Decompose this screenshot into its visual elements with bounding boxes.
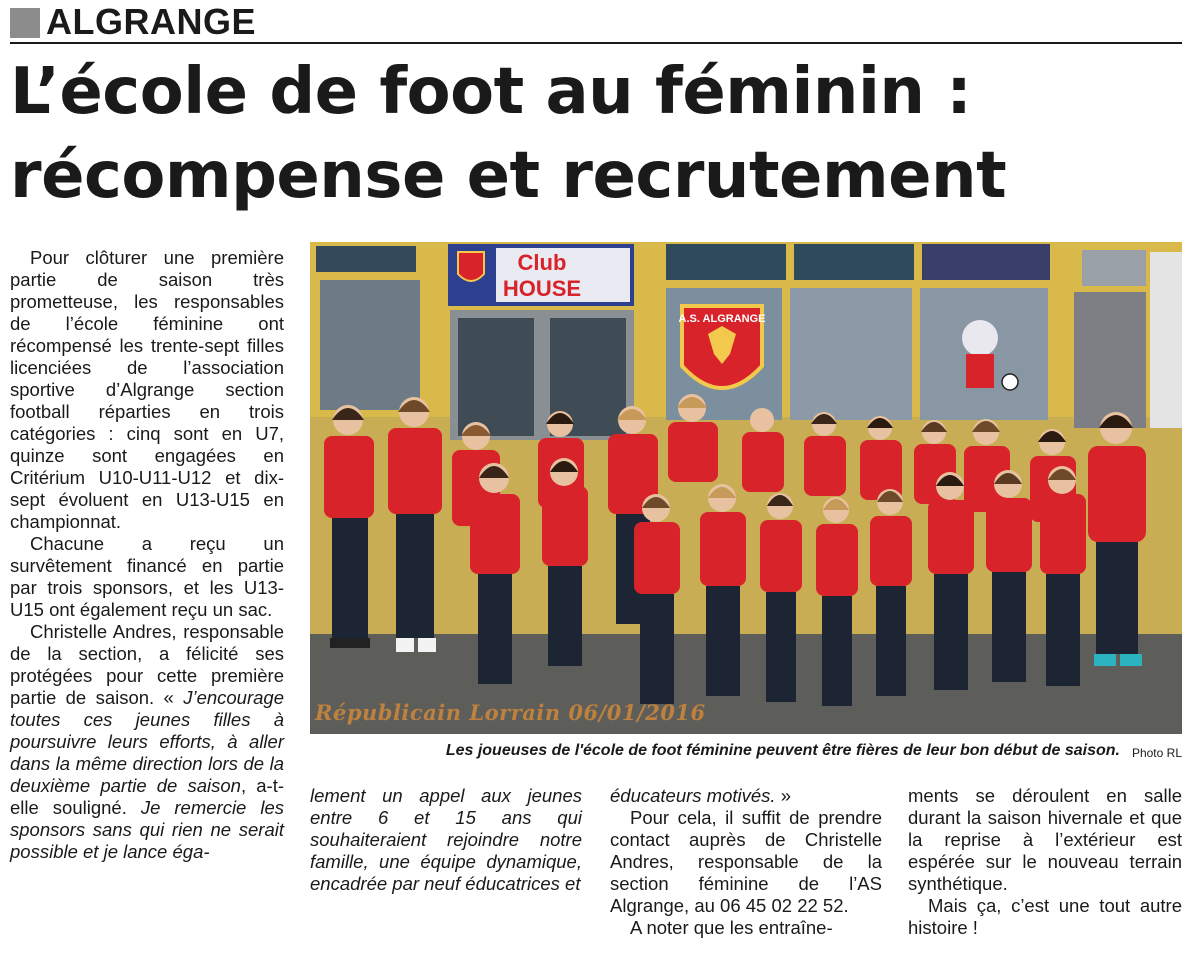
headline-line-2: récompense et recrutement xyxy=(10,139,1007,213)
mascot-icon xyxy=(962,320,998,356)
quote-text: Je remercie les sponsors sans qui rien ne serait possible et je lance éga- xyxy=(10,797,284,862)
paragraph: Pour clôturer une première partie de saison très prometteuse, les responsables de l’école féminine ont récompensé les trente-sept filles licenciées de l’association sportive d’Algrange section football réparties en trois catégories : cinq sont en U7, quinze sont engagées en Critérium U10-U11-U12 et dix-sept évoluent en U13-U15 en championnat. xyxy=(10,247,284,532)
window-photo xyxy=(666,244,786,280)
paragraph: A noter que les entraîne- xyxy=(630,917,833,938)
window xyxy=(316,246,416,272)
section-label: ALGRANGE xyxy=(46,1,256,42)
quote-text: éducateurs motivés. xyxy=(610,785,776,806)
article-column-1 xyxy=(10,247,284,863)
paragraph xyxy=(310,785,582,895)
poster xyxy=(1150,252,1182,428)
quote-text: lement un appel aux jeunes entre 6 et 15 ans qui souhaiteraient rejoindre notre famille, une équipe dynamique, encadrée par neuf éducatrices et xyxy=(310,785,582,894)
sign-club-text: Club xyxy=(517,250,567,275)
paragraph: Pour cela, il suffit de prendre contact auprès de Christelle Andres, responsable de la section féminine de l’AS Algrange, au 06 45 02 22 52. xyxy=(610,807,882,916)
caption-text: Les joueuses de l'école de foot féminine peuvent être fières de leur bon début de saison. xyxy=(445,742,1120,759)
headline-line-1: L’école de foot au féminin : xyxy=(10,55,972,129)
kicker-square xyxy=(10,8,40,38)
window-photo xyxy=(922,244,1050,280)
menu-board xyxy=(1074,292,1146,428)
paragraph: Chacune a reçu un survêtement financé en partie par trois sponsors, et les U13-U15 ont également reçu un sac. xyxy=(10,533,284,620)
door-glass xyxy=(458,318,534,436)
text: Christelle Andres, responsable de la section, a félicité ses protégées pour cette première partie de saison. « xyxy=(10,621,284,708)
team-photo xyxy=(310,242,1182,734)
paragraph xyxy=(610,785,882,807)
window xyxy=(320,280,420,410)
ball-icon xyxy=(1002,374,1018,390)
text: , a-t-elle souligné. xyxy=(10,775,284,818)
section-kicker xyxy=(10,2,1182,44)
article-column-4 xyxy=(908,785,1182,939)
window xyxy=(790,288,912,420)
crest-icon xyxy=(458,252,484,281)
photo-watermark: Républicain Lorrain 06/01/2016 xyxy=(315,700,706,725)
paragraph-quote xyxy=(10,621,284,863)
article-column-2 xyxy=(310,785,582,895)
photo-caption xyxy=(310,740,1182,762)
quote-text: J’encourage toutes ces jeunes filles à poursuivre leurs efforts, à aller dans la même direction lors de la deuxième partie de saison xyxy=(10,687,284,796)
photo-credit: Photo RL xyxy=(1131,746,1182,760)
paragraph: Mais ça, c’est une tout autre histoire ! xyxy=(908,895,1182,938)
sign-house-text: HOUSE xyxy=(502,276,582,301)
headline xyxy=(10,50,1190,218)
mascot-body xyxy=(966,354,994,388)
window xyxy=(1082,250,1146,286)
paragraph: ments se déroulent en salle durant la saison hivernale et que la reprise à l’extérieur est espérée sur le nouveau terrain synthétique. xyxy=(908,785,1182,894)
crest-text: A.S. ALGRANGE xyxy=(678,313,766,325)
text: » xyxy=(775,785,791,806)
team-photo-illustration xyxy=(310,242,1182,734)
article-column-3 xyxy=(610,785,882,939)
window-photo xyxy=(794,244,914,280)
